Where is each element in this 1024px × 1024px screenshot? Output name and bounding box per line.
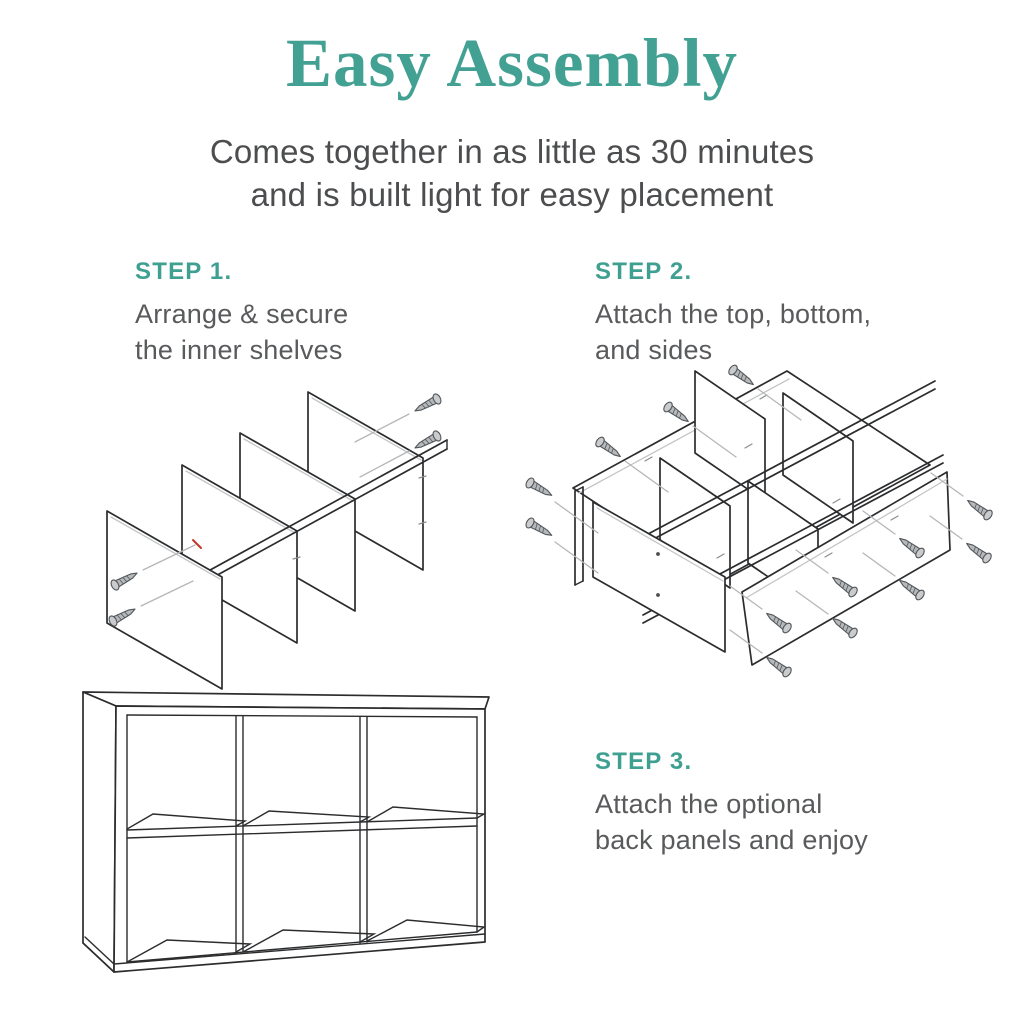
step-3-description [595,786,1015,858]
step-2-text-line-2: and sides [595,335,713,365]
step-1-label: STEP 1. [135,258,233,285]
screw-icon [594,436,623,461]
step-3-block [595,748,1015,858]
subtitle-line-1: Comes together in as little as 30 minutes [209,133,815,170]
subtitle-line-2: and is built light for easy placement [250,176,774,213]
step-2-text-line-1: Attach the top, bottom, [595,299,872,329]
step-2-label: STEP 2. [595,258,693,285]
step-3-text-line-1: Attach the optional [595,789,823,819]
screw-icon [964,539,993,564]
screw-icon [412,393,442,416]
cam-hole-dot [656,552,660,556]
step-1-block [135,258,555,368]
step-1-illustration [55,378,485,693]
screw-icon [412,430,442,453]
step-1-text-line-1: Arrange & secure [135,299,349,329]
step-3-illustration [40,678,520,1013]
page-title: Easy Assembly [286,25,738,101]
screw-icon [727,364,756,389]
step-1-description [135,296,555,368]
step-2-illustration [495,353,1015,705]
screw-icon [764,653,793,678]
cam-hole-dot [656,593,660,597]
page-subtitle [0,130,1024,216]
screw-icon [897,576,926,601]
step-3-label: STEP 3. [595,748,693,775]
step-1-text-line-2: the inner shelves [135,335,343,365]
screw-icon [965,496,994,521]
screw-icon [524,517,554,541]
screw-icon [524,477,554,501]
left-panel-edge [575,487,583,585]
screw-icon [662,401,691,426]
step-2-block [595,258,1015,368]
step-3-text-line-2: back panels and enjoy [595,825,868,855]
